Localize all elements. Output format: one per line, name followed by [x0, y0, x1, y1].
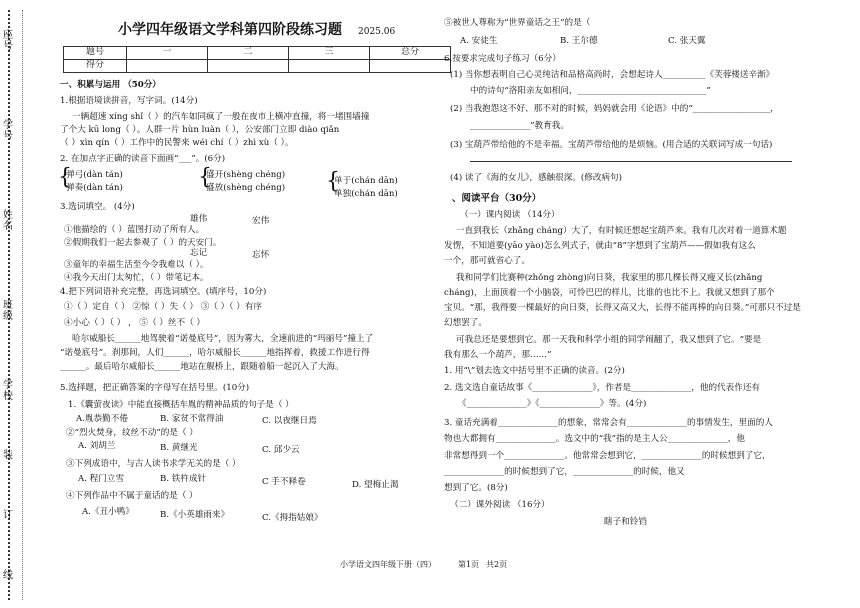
question-text: ③下列成语中，与古人读书求学无关的是（ ）: [66, 459, 241, 469]
table-cell: 一: [127, 47, 208, 60]
choice-option: C. 邱少云: [262, 445, 300, 455]
pinyin-option: 盛放(shèng chéng): [206, 183, 286, 193]
question-text: ______________的时候想到了它，______________的时候，他又: [444, 467, 685, 477]
choice-option: C. 以夜继日焉: [262, 416, 317, 426]
choice-option: B. 王尔德: [560, 36, 598, 46]
pinyin-option: 弹弓(dàn tán): [66, 170, 123, 180]
question-text: （ ）xìn qín（ ）工作中的民警来 wéi chí（ ）zhì xù（ ）。: [60, 138, 294, 148]
passage-line: 我有那么一个葫芦，那……”: [444, 350, 552, 360]
question-text: (4) 读了《海的女儿》，感触很深。(修改病句): [450, 173, 622, 183]
binding-mark: 装: [3, 450, 13, 461]
binding-margin: [0, 0, 40, 608]
question-heading: 5.选择题，把正确答案的字母写在括号里。(10分): [60, 383, 250, 393]
binding-mark: 座号: [3, 30, 13, 52]
passage-line: 发愣，不知道要(yāo yào)怎么列式子，就由“8”字想到了宝葫芦——假如我有这么: [444, 241, 756, 251]
question-text: ④下列作品中不属于童话的是（ ）: [66, 491, 198, 501]
choice-option: A. 安徒生: [460, 36, 498, 46]
paragraph-line: ______。最后哈尔威船长______地站在舰桥上，跟随着船一起沉入了大海。: [60, 362, 344, 372]
table-row: [64, 60, 451, 73]
table-cell: 题号: [64, 47, 127, 60]
question-text: ③童年的幸福生活至今令我难以（ ）。: [64, 260, 209, 270]
section-heading: 、阅读平台（30分）: [452, 193, 542, 204]
table-cell: 三: [289, 47, 370, 60]
score-cell[interactable]: [370, 60, 451, 73]
question-text: ④我今天出门太匆忙，（ ）带笔记本。: [64, 273, 209, 283]
question-text: (1) 当你想表明自己心灵纯洁和品格高尚时，会想起诗人__________《芙蓉楼送辛渐》: [450, 70, 775, 80]
question-text: 中的诗句“洛阳亲友如相问，______________________________”: [470, 86, 711, 96]
footer-total: 共2页: [486, 560, 508, 569]
question-text: 1.《囊萤夜读》中能直接概括车胤的精神品质的句子是（ ）: [68, 400, 294, 410]
pinyin-option: 单于(chán dān): [334, 176, 398, 186]
pinyin-option: 单独(chán dān): [334, 189, 398, 199]
question-text: 非常想得到一个______________。他常常会想到它，______________的时候想到了它，: [444, 451, 771, 461]
brace-icon: {: [58, 165, 72, 190]
choice-option: C.《拇指姑娘》: [262, 513, 323, 523]
question-text: 了个大 kū long（ ）。人群一片 hùn luàn（ ），公安部门立即 diào qiǎn: [60, 125, 340, 135]
paragraph-line: “诺曼底号”。刹那间，人们______，哈尔威船长______地指挥着，救援工作进行得: [60, 348, 370, 358]
question-text: ①（ ）定自（ ） ②惊（ ）失（ ） ③（ ）（ ）有序: [64, 302, 263, 312]
footer-page: 第1页: [458, 560, 480, 569]
table-cell: 二: [208, 47, 289, 60]
question-text: 1. 用“\”划去选文中括号里不正确的读音。(2分): [444, 366, 625, 376]
binding-mark: 姓名: [3, 210, 13, 232]
question-text: 2. 选文选自童话故事《______________》，作者是______________，他的代表作还有: [444, 383, 761, 393]
choice-option: B. 家贫不常得油: [160, 414, 224, 424]
pinyin-option: 弹奏(dàn tán): [66, 183, 123, 193]
choice-option: D. 望梅止渴: [352, 480, 399, 490]
exam-title: 小学四年级语文学科第四阶段练习题: [118, 22, 342, 38]
exam-date: 2025.06: [358, 27, 396, 37]
story-title: 瞎子和铃铛: [604, 517, 647, 527]
score-table: [63, 46, 451, 73]
passage-line: cháng)，上面顶着一个小脑袋，可怜巴巴的样儿，比谁的也比不上。我就又想到了那个: [444, 288, 775, 298]
choice-option: A.胤恭勤不倦: [76, 414, 128, 424]
question-text: ②假期我们一起去参观了（ ）的天安门。: [64, 238, 222, 248]
question-text: ①他描绘的（ ）蓝图打动了所有人。: [64, 225, 205, 235]
binding-mark: 订: [3, 510, 13, 521]
question-text: 一辆超速 xíng shǐ（ ）的汽车如同疯了一般在夜市上横冲直撞，将一堵围墙撞: [72, 112, 370, 122]
table-row: [64, 47, 451, 60]
table-cell: 总分: [370, 47, 451, 60]
passage-line: 一直到我长（zhǎng cháng）大了，有时候还想起宝葫芦来。我有几次对着一道算术题: [456, 226, 787, 236]
brace-icon: {: [198, 165, 212, 190]
passage-line: 幻想罢了。: [444, 318, 487, 328]
choice-option: A. 刘胡兰: [78, 441, 116, 451]
word-choice: 忘记: [190, 248, 208, 258]
passage-line: 可我总还是要想到它。那一天我和科学小组的同学闹翻了，我又想到了它。“要是: [456, 335, 762, 345]
binding-mark: 班级: [3, 300, 13, 322]
score-cell[interactable]: [127, 60, 208, 73]
choice-option: C. 张天翼: [668, 36, 706, 46]
question-text: 《______________》《______________》等。(4分): [458, 399, 647, 409]
question-text: 物也大都拥有______________。选文中的“我”指的是主人公______________，他: [444, 434, 745, 444]
paragraph-line: 哈尔威船长______地驾驶着“诺曼底号”，因为雾大，全速前进的“玛丽号”撞上了: [72, 334, 374, 344]
brace-icon: {: [326, 169, 340, 194]
binding-line-inner: [22, 10, 23, 600]
choice-option: C 手不释卷: [262, 477, 306, 487]
question-text: 3. 童话充满着______________的想象，常常会有______________的事情发生，里面的人: [444, 418, 773, 428]
question-heading: 1.根据语境读拼音，写字词。(14分): [60, 96, 198, 106]
binding-mark: 学校: [3, 380, 13, 402]
question-text: ______________”教育我。: [470, 121, 569, 131]
question-text: ②“烈火焚身，纹丝不动”的是（ ）: [66, 428, 198, 438]
question-text: 想到了它。(8分): [444, 483, 508, 493]
choice-option: B.《小英雄雨来》: [160, 510, 230, 520]
table-cell: 得分: [64, 60, 127, 73]
word-choice: 忘怀: [252, 250, 270, 260]
question-text: ④小心（ ）（ ） ， ⑤（ ）丝不（ ）: [64, 318, 205, 328]
score-cell[interactable]: [289, 60, 370, 73]
binding-mark: 学号: [3, 120, 13, 142]
section-heading: 一、积累与运用 （50分）: [60, 80, 161, 90]
question-text: (2) 当我抱怨这不好、那不对的时候，妈妈就会用《论语》中的“__________________，: [450, 104, 779, 114]
footer-course: 小学语文四年级下册（四）: [340, 560, 436, 569]
passage-line: 宝贝。“那，我得要一棵最好的向日葵，长得又高又大，长得不能再棒的向日葵。”可那只不过是: [444, 303, 801, 313]
subsection-heading: （一）课内阅读 （14分）: [460, 210, 560, 220]
question-heading: 3.选词填空。 (4分): [60, 202, 135, 212]
passage-line: 我和同学们比赛种(zhǒng zhòng)向日葵，我家里的那几棵长得又瘦又长(zhǎng: [456, 273, 763, 283]
answer-line[interactable]: [470, 161, 792, 162]
choice-option: B. 铁杵成针: [160, 474, 207, 484]
question-text: ⑤被世人尊称为“世界童话之王”的是（: [444, 18, 591, 28]
choice-option: B. 黄继光: [160, 443, 198, 453]
question-heading: 6.按要求完成句子练习（6分）: [444, 54, 561, 64]
question-heading: 2. 在加点字正确的读音下面画“___”。(6分): [60, 154, 226, 164]
subsection-heading: （二）课外阅读 （16分）: [450, 500, 550, 510]
score-cell[interactable]: [208, 60, 289, 73]
choice-option: A.《丑小鸭》: [82, 507, 134, 517]
word-choice: 宏伟: [252, 216, 270, 226]
choice-option: A. 程门立雪: [78, 474, 125, 484]
word-choice: 雄伟: [190, 214, 208, 224]
binding-mark: 线: [3, 570, 13, 581]
question-heading: 4.把下列词语补充完整，再选词填空。(填序号，10分): [60, 287, 267, 297]
question-text: (3) 宝葫芦带给他的不是幸福。宝葫芦带给他的是烦恼。(用合适的关联词写成一句话): [450, 140, 773, 150]
passage-line: 一个，那可就省心了。: [444, 256, 530, 266]
pinyin-option: 盛开(shèng chéng): [206, 170, 286, 180]
